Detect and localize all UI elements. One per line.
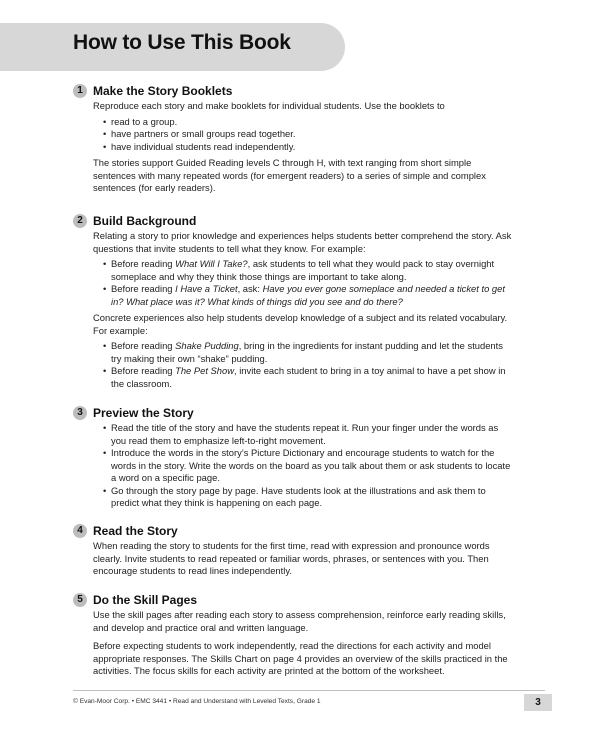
section-heading [73, 592, 513, 607]
section-title: Make the Story Booklets [93, 83, 233, 98]
section-body [73, 422, 513, 510]
section-read-story [73, 523, 513, 581]
bullet-item: • Go through the story page by page. Have students look at the illustrations and ask them to predict what they think is happening on each page. [103, 485, 513, 510]
section-number-badge: 3 [73, 406, 87, 420]
bullet-item: • Before reading The Pet Show, invite each student to bring in a toy animal to have a pet show in the classroom. [103, 365, 513, 390]
section-body [73, 100, 513, 195]
section-heading [73, 213, 513, 228]
bullet-item: • have individual students read independently. [103, 141, 513, 154]
bullet-item: • Introduce the words in the story’s Picture Dictionary and encourage students to watch for the words in the story. Write the words on the board as you talk about them or ask students to locate a word on a specific page. [103, 447, 513, 485]
bullet-item: • Read the title of the story and have the students repeat it. Run your finger under the words as you read them to emphasize left-to-right movement. [103, 422, 513, 447]
section-number-badge: 2 [73, 214, 87, 228]
section-title: Do the Skill Pages [93, 592, 198, 607]
section-skill-pages [73, 592, 513, 681]
bullet-list [93, 340, 513, 390]
book-title: The Pet Show [175, 365, 234, 376]
section-preview-story [73, 405, 513, 514]
section-intro: Relating a story to prior knowledge and experiences helps students better comprehend the story. Ask questions that invite students to tell what they know. For example: [93, 230, 512, 254]
section-paragraph: Before expecting students to work independently, read the directions for each activity and model appropriate responses. The Skills Chart on page 4 provides an overview of the skills practiced in the activities. The focus skills for each activity are printed at the bottom of the worksheet. [93, 640, 508, 676]
book-title: I Have a Ticket [175, 283, 238, 294]
section-paragraph: Use the skill pages after reading each story to assess comprehension, reinforce early reading skills, and develop and practice oral and written language. [93, 609, 506, 633]
section-middle: Concrete experiences also help students develop knowledge of a subject and its related vocabulary. For example: [93, 312, 508, 336]
section-number-badge: 1 [73, 84, 87, 98]
section-make-booklets [73, 83, 513, 198]
section-title: Read the Story [93, 523, 178, 538]
section-number-badge: 4 [73, 524, 87, 538]
book-title: Shake Pudding [175, 340, 239, 351]
sample-question: Have you ever gone someplace and needed a ticket to get in? What place was it? What kinds of things did you see and do there? [111, 283, 505, 307]
section-intro: Reproduce each story and make booklets for individual students. Use the booklets to [93, 100, 445, 111]
section-heading [73, 83, 513, 98]
section-text: When reading the story to students for the first time, read with expression and pronounce words clearly. Invite students to read repeated or familiar words, phrases, or sentences with you. Then encourage students to read lines independently. [93, 540, 490, 576]
bullet-item: • Before reading I Have a Ticket, ask: Have you ever gone someplace and needed a ticket to get in? What place was it? What kinds of things did you see and do there? [103, 283, 513, 308]
bullet-item: • have partners or small groups read together. [103, 128, 513, 141]
bullet-item: • read to a group. [103, 116, 513, 129]
bullet-list [93, 422, 513, 510]
book-title: What Will I Take? [175, 258, 248, 269]
section-closing: The stories support Guided Reading levels C through H, with text ranging from short simple sentences with many repeated words (for emergent readers) to a series of simple and complex sentences (for early readers). [93, 157, 486, 193]
section-number-badge: 5 [73, 593, 87, 607]
page-number: 3 [524, 694, 552, 711]
section-heading [73, 523, 513, 538]
page-title: How to Use This Book [73, 31, 291, 54]
section-heading [73, 405, 513, 420]
section-title: Build Background [93, 213, 197, 228]
bullet-item: • Before reading Shake Pudding, bring in the ingredients for instant pudding and let the students try making their own “shake” pudding. [103, 340, 513, 365]
footer-credit: © Evan-Moor Corp. • EMC 3441 • Read and Understand with Leveled Texts, Grade 1 [73, 698, 321, 705]
section-title: Preview the Story [93, 405, 194, 420]
section-build-background [73, 213, 513, 394]
bullet-list [93, 258, 513, 308]
bullet-list [93, 116, 513, 154]
section-body [73, 230, 513, 390]
section-body [73, 540, 513, 578]
section-body [73, 609, 513, 678]
footer-divider [73, 690, 545, 691]
bullet-item: • Before reading What Will I Take?, ask students to tell what they would pack to stay overnight someplace and why they think those things are important to take along. [103, 258, 513, 283]
